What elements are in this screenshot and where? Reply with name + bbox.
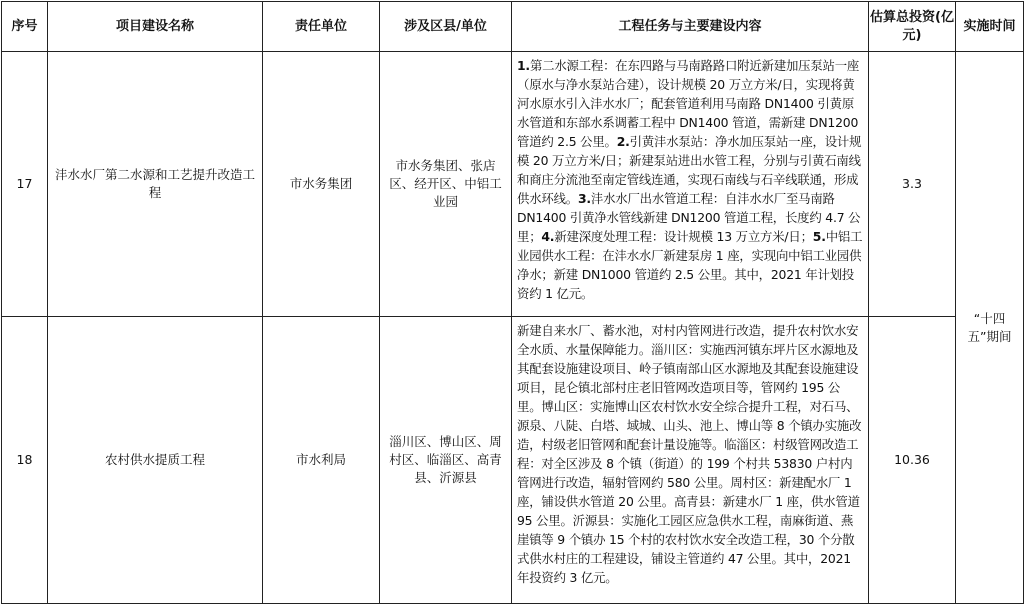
period-cell: “十四五”期间 [956, 52, 1024, 604]
table-row [2, 52, 1024, 317]
header-seq: 序号 [2, 2, 48, 52]
content-segment: 4.新建深度处理工程：设计规模 13 万立方米/日； [541, 229, 813, 244]
row-project-name: 农村供水提质工程 [48, 317, 263, 604]
header-row [2, 2, 1024, 52]
row-invest: 10.36 [869, 317, 956, 604]
row-unit: 市水务集团 [263, 52, 380, 317]
header-time: 实施时间 [956, 2, 1024, 52]
row-area: 市水务集团、张店区、经开区、中铝工业园 [380, 52, 512, 317]
content-segment: 1.第二水源工程：在东四路与马南路路口附近新建加压泵站一座（原水与净水泵站合建），设计规模 20 万立方米/日，实现将黄河水原水引入沣水水厂；配套管道利用马南路 DN1400 引黄原水管道和东部水系调蓄工程中 DN1400 管道，需新建 DN1200 管道约 2.5 公里。 [517, 58, 860, 149]
row-seq: 18 [2, 317, 48, 604]
header-content: 工程任务与主要建设内容 [512, 2, 869, 52]
content-segment: 2.引黄沣水泵站：净水加压泵站一座，设计规模 20 万立方米/日；新建泵站进出水管工程，分别与引黄石南线和商庄分流池至南定管线连通，实现石南线与石辛线联通，形成供水环线。 [517, 134, 862, 206]
content-segment: 3.沣水水厂出水管道工程：自沣水水厂至马南路 DN1400 引黄净水管线新建 DN1200 管道工程，长度约 4.7 公里； [517, 191, 861, 244]
project-table [1, 1, 1024, 604]
header-name: 项目建设名称 [48, 2, 263, 52]
content-segment: 5.中铝工业园供水工程：在沣水水厂新建泵房 1 座，实现向中铝工业园供净水；新建 DN1000 管道约 2.5 公里。其中，2021 年计划投资约 1 亿元。 [517, 229, 863, 301]
row-content [512, 52, 869, 317]
header-invest: 估算总投资(亿元) [869, 2, 956, 52]
table-row [2, 317, 1024, 604]
row-area: 淄川区、博山区、周村区、临淄区、高青县、沂源县 [380, 317, 512, 604]
content-segment: 新建自来水厂、蓄水池，对村内管网进行改造，提升农村饮水安全水质、水量保障能力。淄川区：实施西河镇东坪片区水源地及其配套设施建设项目、岭子镇南部山区水源地及其配套设施建设项目，昆仑镇北部村庄老旧管网改造项目等，管网约 195 公里。博山区：实施博山区农村饮水安全综合提升工程，对石马、源泉、八陡、白塔、域城、山头、池上、博山等 8 个镇办实施改造，村级老旧管网和配套计量设施等。临淄区：村级管网改造工程：对全区涉及 8 个镇（街道）的 199 个村共 53830 户村内管网进行改造，辐射管网约 580 公里。周村区：新建配水厂 1 座，铺设供水管道 20 公里。高青县：新建水厂 1 座，供水管道 95 公里。沂源县：实施化工园区应急供水工程，南麻街道、燕崖镇等 9 个镇办 15 个村的农村饮水安全改造工程，30 个分散式供水村庄的工程建设，铺设主管道约 47 公里。其中，2021 年投资约 3 亿元。 [517, 323, 862, 585]
header-unit: 责任单位 [263, 2, 380, 52]
row-seq: 17 [2, 52, 48, 317]
row-content [512, 317, 869, 604]
row-project-name: 沣水水厂第二水源和工艺提升改造工程 [48, 52, 263, 317]
row-invest: 3.3 [869, 52, 956, 317]
header-area: 涉及区县/单位 [380, 2, 512, 52]
row-unit: 市水利局 [263, 317, 380, 604]
